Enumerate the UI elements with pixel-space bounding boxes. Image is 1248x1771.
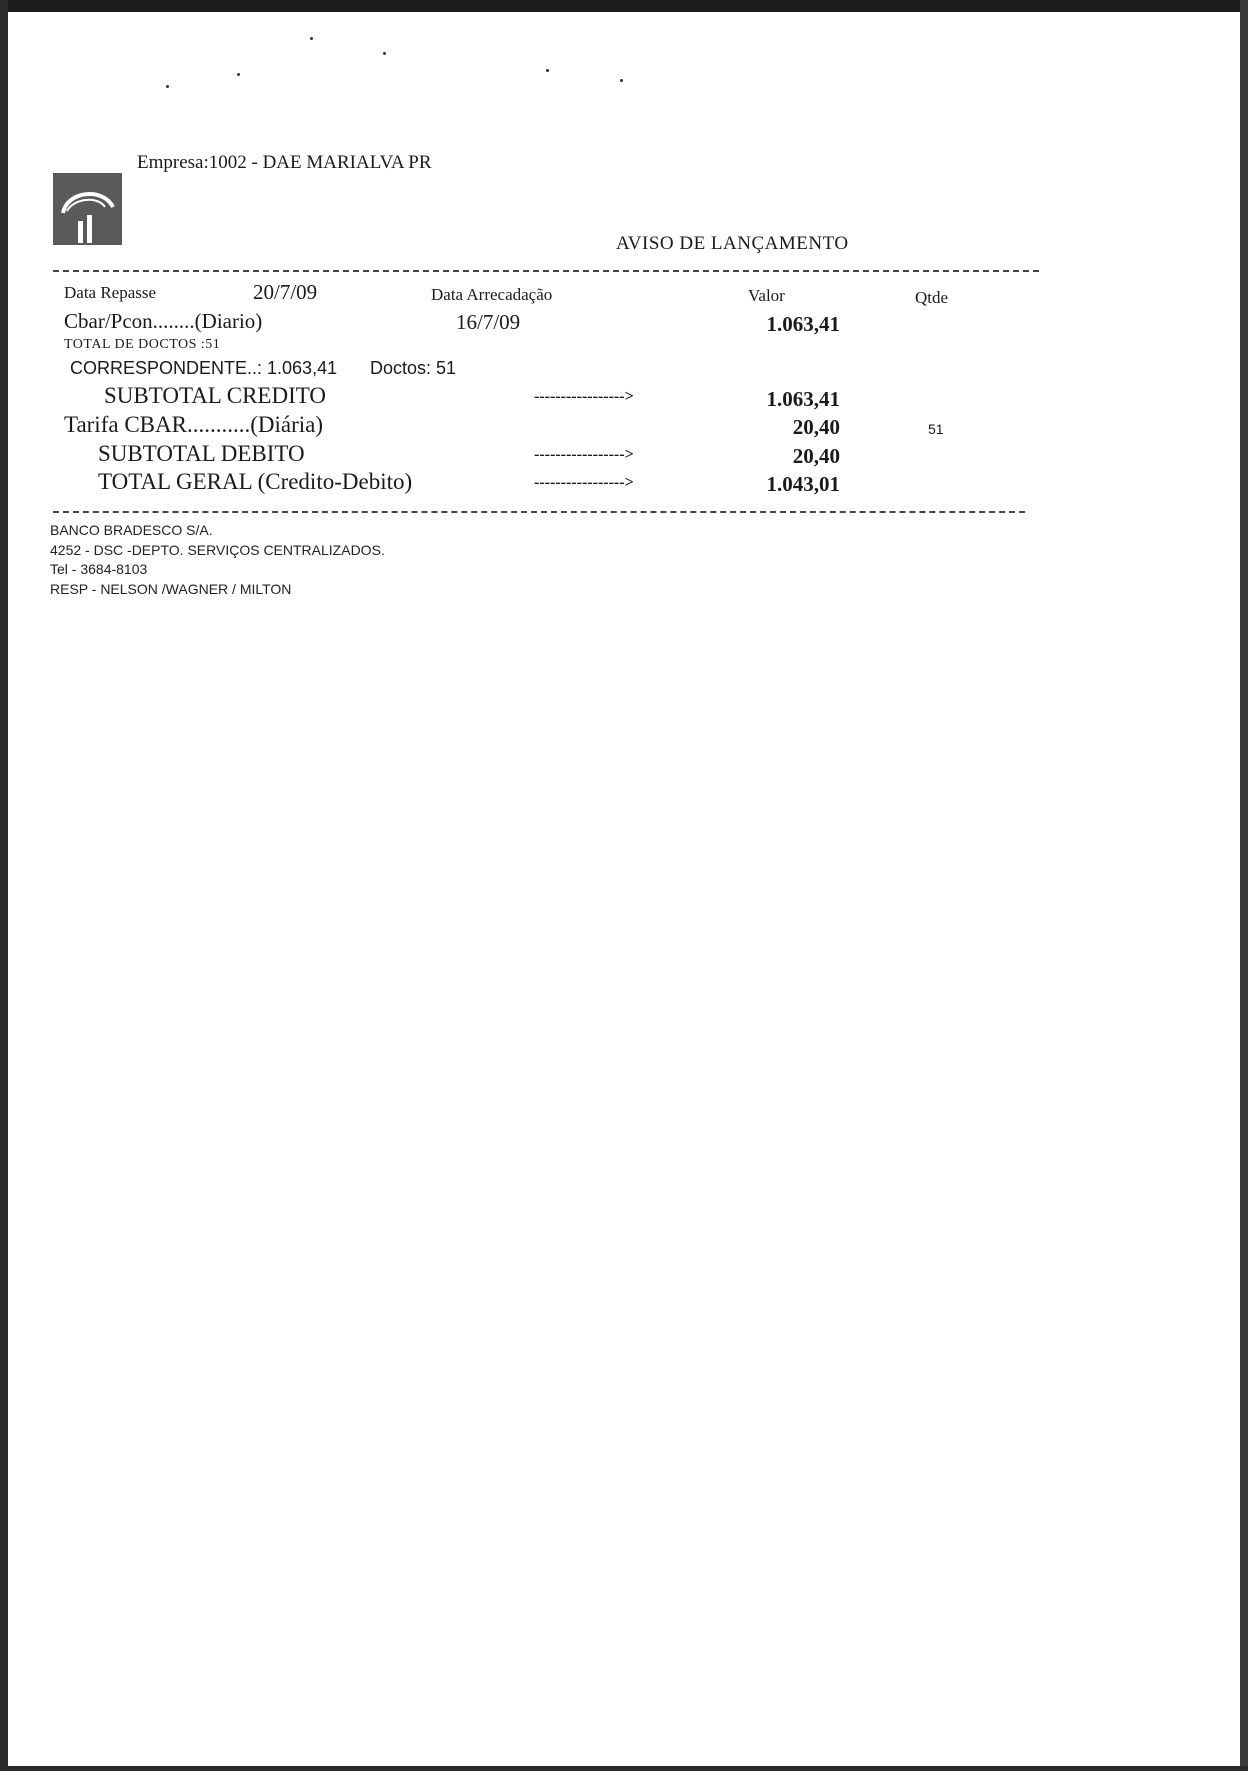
correspondente-summary: CORRESPONDENTE..: 1.063,41 xyxy=(70,358,338,378)
scan-border-right xyxy=(1240,0,1248,1771)
divider-bottom xyxy=(53,511,1025,513)
scan-speck xyxy=(166,85,169,88)
bradesco-logo-icon xyxy=(53,173,122,245)
entry-date: 16/7/09 xyxy=(456,310,521,334)
entry-value: 1.063,41 xyxy=(766,312,840,336)
subtotal-credito-value: 1.063,41 xyxy=(766,387,840,411)
scan-border-bottom xyxy=(0,1766,1248,1771)
total-geral-label: TOTAL GERAL (Credito-Debito) xyxy=(98,469,413,494)
tarifa-label: Tarifa CBAR...........(Diária) xyxy=(64,412,323,437)
scan-speck xyxy=(620,79,623,82)
footer-phone: Tel - 3684-8103 xyxy=(50,561,148,577)
subtotal-debito-value: 20,40 xyxy=(792,444,840,468)
scan-speck xyxy=(310,37,313,40)
scan-border-top xyxy=(0,0,1248,12)
document-title: AVISO DE LANÇAMENTO xyxy=(616,233,849,254)
total-doctos: TOTAL DE DOCTOS :51 xyxy=(64,337,221,352)
footer-department: 4252 - DSC -DEPTO. SERVIÇOS CENTRALIZADOS. xyxy=(50,542,385,558)
total-geral-value: 1.043,01 xyxy=(766,472,840,496)
scan-speck xyxy=(546,69,549,72)
footer-bank-name: BANCO BRADESCO S/A. xyxy=(50,522,213,538)
subtotal-credito-arrow: -----------------> xyxy=(534,388,634,405)
subtotal-credito-label: SUBTOTAL CREDITO xyxy=(104,383,326,408)
scan-speck xyxy=(237,73,240,76)
data-repasse-value: 20/7/09 xyxy=(253,280,318,304)
subtotal-debito-label: SUBTOTAL DEBITO xyxy=(98,441,305,466)
entry-label: Cbar/Pcon........(Diario) xyxy=(64,309,263,333)
data-arrecadacao-label: Data Arrecadação xyxy=(431,285,553,304)
qtde-label: Qtde xyxy=(915,288,949,307)
correspondente-doctos: Doctos: 51 xyxy=(370,358,457,378)
total-geral-arrow: -----------------> xyxy=(534,474,634,491)
data-repasse-label: Data Repasse xyxy=(64,283,157,302)
footer-responsible: RESP - NELSON /WAGNER / MILTON xyxy=(50,581,292,597)
subtotal-debito-arrow: -----------------> xyxy=(534,446,634,463)
divider-top xyxy=(53,270,1039,272)
tarifa-value: 20,40 xyxy=(792,415,840,439)
valor-label: Valor xyxy=(748,286,785,305)
scan-speck xyxy=(383,52,386,55)
tarifa-qtde: 51 xyxy=(928,421,944,437)
company-name: Empresa:1002 - DAE MARIALVA PR xyxy=(137,152,432,173)
scan-border-left xyxy=(0,0,8,1771)
